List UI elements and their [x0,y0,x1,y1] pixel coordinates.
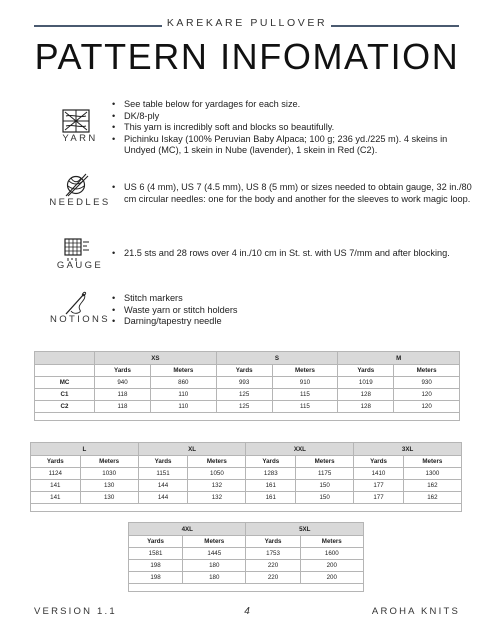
table-cell: 198 [129,572,183,584]
gauge-bullet: • 21.5 sts and 28 rows over 4 in./10 cm in St. st. with US 7/mm and after blocking. [110,248,480,260]
table-cell: 1445 [183,548,246,560]
row-label: MC [35,377,95,389]
table-cell: 1050 [188,468,246,480]
yarn-bullet: • See table below for yardages for each size. [110,99,480,111]
size-header: XS [95,352,217,365]
table-cell: 125 [216,389,272,401]
yarn-label: YARN [62,133,98,144]
yards-header: Yards [338,365,394,377]
yarn-skein-icon [62,108,90,134]
yards-header: Yards [138,456,188,468]
table-cell: 220 [246,572,300,584]
size-header: 4XL [129,523,246,536]
needles-bullet-list [110,182,480,205]
table-cell: 1600 [300,548,363,560]
table-cell: 162 [403,480,461,492]
yarn-ball-needles-icon [62,172,90,198]
size-header: XXL [246,443,354,456]
table-cell: 125 [216,401,272,413]
table-cell: 161 [246,480,296,492]
table-cell: 1283 [246,468,296,480]
table-cell: 120 [394,401,460,413]
table-cell: 130 [80,480,138,492]
size-header: XL [138,443,246,456]
size-header: 3XL [354,443,462,456]
table-cell: 180 [183,560,246,572]
table-cell: 993 [216,377,272,389]
table-cell: 177 [354,480,404,492]
table-row [31,468,462,480]
notions-bullet-list [110,293,480,328]
needle-thread-icon [62,290,90,316]
yarn-bullet-list [110,99,480,157]
yards-header: Yards [129,536,183,548]
page-title: PATTERN INFOMATION [34,36,460,77]
table-cell: 198 [129,560,183,572]
table-row [31,480,462,492]
table-row [129,560,364,572]
table-cell: 150 [296,480,354,492]
yards-header: Yards [31,456,81,468]
table-cell: 161 [246,492,296,504]
yarn-bullet: • This yarn is incredibly soft and blocks so beautifully. [110,122,480,134]
size-header: S [216,352,338,365]
meters-header: Meters [150,365,216,377]
header-title: KAREKARE PULLOVER [166,17,328,29]
table-cell: 130 [80,492,138,504]
table-cell: 141 [31,492,81,504]
table-cell: 1151 [138,468,188,480]
yardage-table-xs-m [34,351,460,421]
table-row [35,401,460,413]
table-cell: 177 [354,492,404,504]
notions-bullet: • Waste yarn or stitch holders [110,305,480,317]
table-row [31,492,462,504]
table-cell: 118 [95,389,151,401]
table-cell: 110 [150,401,216,413]
row-label: C1 [35,389,95,401]
footer-version: VERSION 1.1 [34,606,117,617]
table-cell: 1019 [338,377,394,389]
gauge-bullet-list [110,248,480,260]
table-cell: 144 [138,492,188,504]
table-cell: 162 [403,492,461,504]
table-cell: 115 [272,389,338,401]
yards-header: Yards [354,456,404,468]
yarn-bullet: • Pichinku Iskay (100% Peruvian Baby Alpaca; 100 g; 236 yd./225 m). 4 skeins in Undyed (MC), 1 skein in Nube (lavender), 1 skein in Red (C2). [110,134,480,157]
meters-header: Meters [300,536,363,548]
meters-header: Meters [183,536,246,548]
table-cell: 1124 [31,468,81,480]
gauge-label: GAUGE [56,260,104,271]
table-cell: 144 [138,480,188,492]
table-cell: 200 [300,572,363,584]
yardage-table-4xl-5xl [128,522,364,592]
row-label: C2 [35,401,95,413]
yards-header: Yards [216,365,272,377]
yarn-bullet: • DK/8-ply [110,111,480,123]
notions-bullet: • Stitch markers [110,293,480,305]
table-cell: 110 [150,389,216,401]
meters-header: Meters [272,365,338,377]
meters-header: Meters [403,456,461,468]
yards-header: Yards [246,456,296,468]
header-rule-right [331,25,459,27]
size-header: M [338,352,460,365]
notions-bullet: • Darning/tapestry needle [110,316,480,328]
gauge-swatch-icon [62,236,90,262]
needles-label: NEEDLES [49,197,111,208]
table-cell: 930 [394,377,460,389]
yards-header: Yards [246,536,300,548]
table-cell: 120 [394,389,460,401]
table-cell: 128 [338,389,394,401]
table-cell: 132 [188,492,246,504]
table-cell: 180 [183,572,246,584]
footer-page-number: 4 [244,606,250,617]
table-cell: 220 [246,560,300,572]
table-row [35,377,460,389]
table-row [35,389,460,401]
table-cell: 141 [31,480,81,492]
table-cell: 1410 [354,468,404,480]
table-cell: 132 [188,480,246,492]
meters-header: Meters [296,456,354,468]
needles-bullet: • US 6 (4 mm), US 7 (4.5 mm), US 8 (5 mm) or sizes needed to obtain gauge, 32 in./80 cm circular needles: one for the body and another for the sleeves to work magic loop. [110,182,480,205]
meters-header: Meters [80,456,138,468]
table-cell: 150 [296,492,354,504]
table-cell: 910 [272,377,338,389]
notions-label: NOTIONS [49,314,111,325]
table-cell: 1753 [246,548,300,560]
table-cell: 128 [338,401,394,413]
table-cell: 1300 [403,468,461,480]
table-cell: 1030 [80,468,138,480]
table-cell: 118 [95,401,151,413]
footer-brand: AROHA KNITS [371,606,460,617]
table-row [129,572,364,584]
table-cell: 115 [272,401,338,413]
table-cell: 1581 [129,548,183,560]
meters-header: Meters [188,456,246,468]
size-header: 5XL [246,523,364,536]
table-cell: 200 [300,560,363,572]
yards-header: Yards [95,365,151,377]
table-cell: 1175 [296,468,354,480]
meters-header: Meters [394,365,460,377]
yardage-table-l-3xl [30,442,462,512]
table-cell: 940 [95,377,151,389]
table-cell: 860 [150,377,216,389]
size-header: L [31,443,139,456]
table-row [129,548,364,560]
